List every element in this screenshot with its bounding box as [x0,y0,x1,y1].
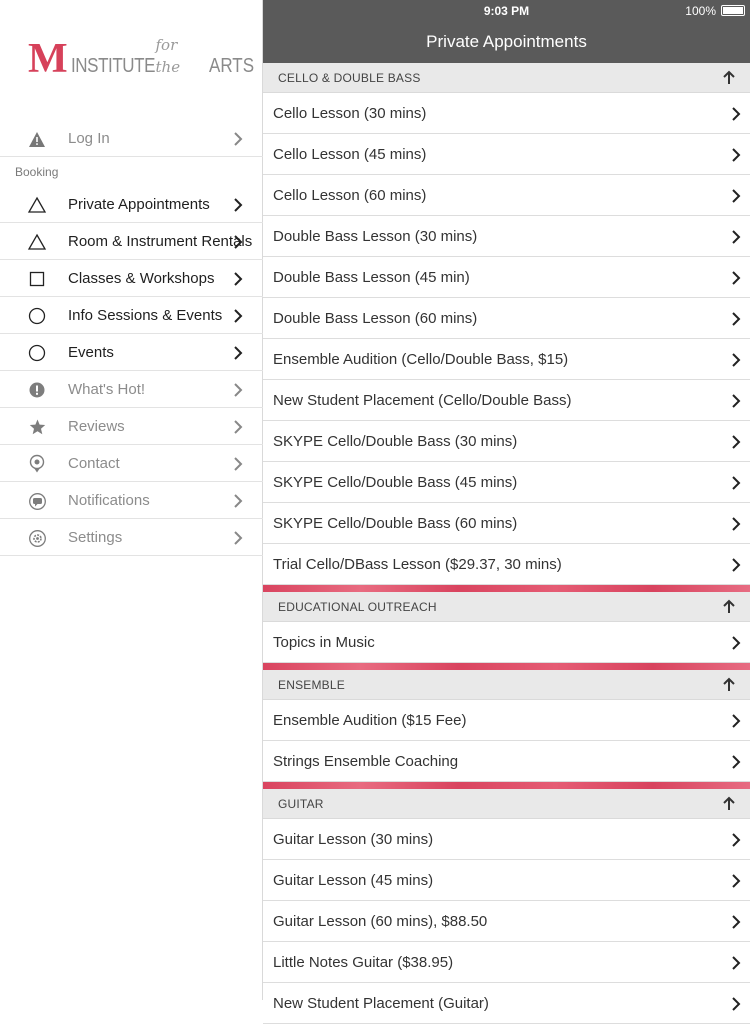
sidebar-item-label: What's Hot! [68,380,146,398]
chevron-right-icon [731,517,741,531]
sidebar-item-classes-workshops[interactable] [0,260,263,297]
section-title: CELLO & DOUBLE BASS [278,71,421,85]
section-title: ENSEMBLE [278,678,345,692]
chevron-right-icon [233,457,243,471]
chevron-right-icon [731,714,741,728]
list-item-label: Cello Lesson (30 mins) [273,105,427,122]
logo-m: M [28,36,68,82]
list-item-label: New Student Placement (Guitar) [273,995,489,1012]
logo-arts: ARTS [209,55,255,77]
triangle-outline-icon [28,233,46,251]
list-item-label: Strings Ensemble Coaching [273,753,459,770]
battery-icon [721,5,745,16]
appointments-list [263,63,750,1024]
list-item[interactable] [263,622,750,663]
status-time: 9:03 PM [483,4,530,18]
list-item-label: Topics in Music [273,634,375,651]
chevron-right-icon [731,435,741,449]
collapse-arrow-up-icon[interactable] [723,797,735,811]
circle-outline-icon [28,344,46,362]
list-item-label: Double Bass Lesson (60 mins) [273,310,478,327]
chevron-right-icon [731,997,741,1011]
sidebar-item-label: Classes & Workshops [68,269,215,287]
circle-outline-icon [28,307,46,325]
sidebar-item-notifications[interactable] [0,482,263,519]
sidebar-item-label: Private Appointments [68,195,210,213]
section-divider [263,663,750,670]
chevron-right-icon [731,189,741,203]
chevron-right-icon [731,148,741,162]
list-item[interactable] [263,298,750,339]
chevron-right-icon [731,956,741,970]
triangle-outline-icon [28,196,46,214]
chevron-right-icon [233,494,243,508]
section-title: EDUCATIONAL OUTREACH [278,600,437,614]
chevron-right-icon [233,346,243,360]
list-item[interactable] [263,421,750,462]
status-bar [263,0,750,22]
collapse-arrow-up-icon[interactable] [723,678,735,692]
section-header[interactable] [263,670,750,700]
main-panel [263,0,750,1012]
battery-percent: 100% [685,4,716,18]
chevron-right-icon [731,558,741,572]
sidebar-item-contact[interactable] [0,445,263,482]
logo-institute: INSTITUTE [70,55,155,77]
sidebar-item-label: Settings [68,528,123,546]
section-header[interactable] [263,63,750,93]
list-item[interactable] [263,700,750,741]
list-item[interactable] [263,860,750,901]
chevron-right-icon [731,353,741,367]
sidebar-item-login[interactable] [0,120,263,157]
list-item[interactable] [263,257,750,298]
exclamation-icon [28,381,46,399]
list-item-label: Cello Lesson (45 mins) [273,146,427,163]
list-item[interactable] [263,216,750,257]
sidebar-item-private-appointments[interactable] [0,186,263,223]
list-item[interactable] [263,380,750,421]
gear-icon [28,529,46,547]
list-item[interactable] [263,741,750,782]
collapse-arrow-up-icon[interactable] [723,600,735,614]
warning-icon [28,130,46,148]
list-item[interactable] [263,175,750,216]
section-header[interactable] [263,592,750,622]
list-item-label: Ensemble Audition ($15 Fee) [273,712,467,729]
list-item[interactable] [263,942,750,983]
chevron-right-icon [233,235,243,249]
logo-for-the: for the [155,36,181,76]
sidebar-item-room-instrument[interactable] [0,223,263,260]
list-item[interactable] [263,503,750,544]
sidebar-item-reviews[interactable] [0,408,263,445]
sidebar-item-label: Reviews [68,417,125,435]
sidebar-item-label: Info Sessions & Events [68,306,223,324]
list-item[interactable] [263,462,750,503]
list-item-label: SKYPE Cello/Double Bass (60 mins) [273,515,518,532]
section-header[interactable] [263,789,750,819]
chevron-right-icon [731,107,741,121]
chevron-right-icon [731,312,741,326]
sidebar-item-whats-hot[interactable] [0,371,263,408]
sidebar-item-label: Notifications [68,491,150,509]
list-item[interactable] [263,901,750,942]
list-item-label: Double Bass Lesson (30 mins) [273,228,478,245]
list-item-label: Trial Cello/DBass Lesson ($29.37, 30 mins) [273,556,562,573]
chevron-right-icon [731,833,741,847]
list-item-label: SKYPE Cello/Double Bass (30 mins) [273,433,518,450]
chevron-right-icon [731,394,741,408]
chevron-right-icon [731,230,741,244]
chevron-right-icon [233,531,243,545]
list-item[interactable] [263,339,750,380]
nav-title: Private Appointments [263,22,750,63]
list-item-label: Guitar Lesson (45 mins) [273,872,434,889]
location-pin-icon [28,455,46,473]
list-item[interactable] [263,819,750,860]
list-item-label: Little Notes Guitar ($38.95) [273,954,454,971]
list-item[interactable] [263,134,750,175]
section-divider [263,782,750,789]
collapse-arrow-up-icon[interactable] [723,71,735,85]
chat-bubble-icon [28,492,46,510]
list-item-label: Guitar Lesson (60 mins), $88.50 [273,913,488,930]
list-item[interactable] [263,544,750,585]
list-item-label: Cello Lesson (60 mins) [273,187,427,204]
chevron-right-icon [233,383,243,397]
list-item-label: SKYPE Cello/Double Bass (45 mins) [273,474,518,491]
sidebar-item-label: Room & Instrument Rentals [68,232,253,250]
chevron-right-icon [233,132,243,146]
list-item-label: Guitar Lesson (30 mins) [273,831,434,848]
chevron-right-icon [233,309,243,323]
list-item[interactable] [263,93,750,134]
square-outline-icon [28,270,46,288]
chevron-right-icon [731,476,741,490]
list-item-label: Ensemble Audition (Cello/Double Bass, $15) [273,351,569,368]
chevron-right-icon [233,198,243,212]
chevron-right-icon [233,272,243,286]
booking-section-label: Booking [15,165,59,179]
sidebar-item-label: Log In [68,129,110,147]
chevron-right-icon [731,271,741,285]
section-divider [263,585,750,592]
sidebar-item-settings[interactable] [0,519,263,556]
institute-logo [28,36,262,82]
sidebar-item-label: Contact [68,454,120,472]
star-icon [28,418,46,436]
sidebar-item-label: Events [68,343,114,361]
sidebar-item-info-sessions[interactable] [0,297,263,334]
list-item[interactable] [263,983,750,1024]
sidebar-item-events[interactable] [0,334,263,371]
list-item-label: Double Bass Lesson (45 min) [273,269,470,286]
sidebar [0,0,263,1000]
chevron-right-icon [731,755,741,769]
chevron-right-icon [731,874,741,888]
list-item-label: New Student Placement (Cello/Double Bass) [273,392,572,409]
section-title: GUITAR [278,797,324,811]
chevron-right-icon [731,915,741,929]
chevron-right-icon [731,636,741,650]
chevron-right-icon [233,420,243,434]
